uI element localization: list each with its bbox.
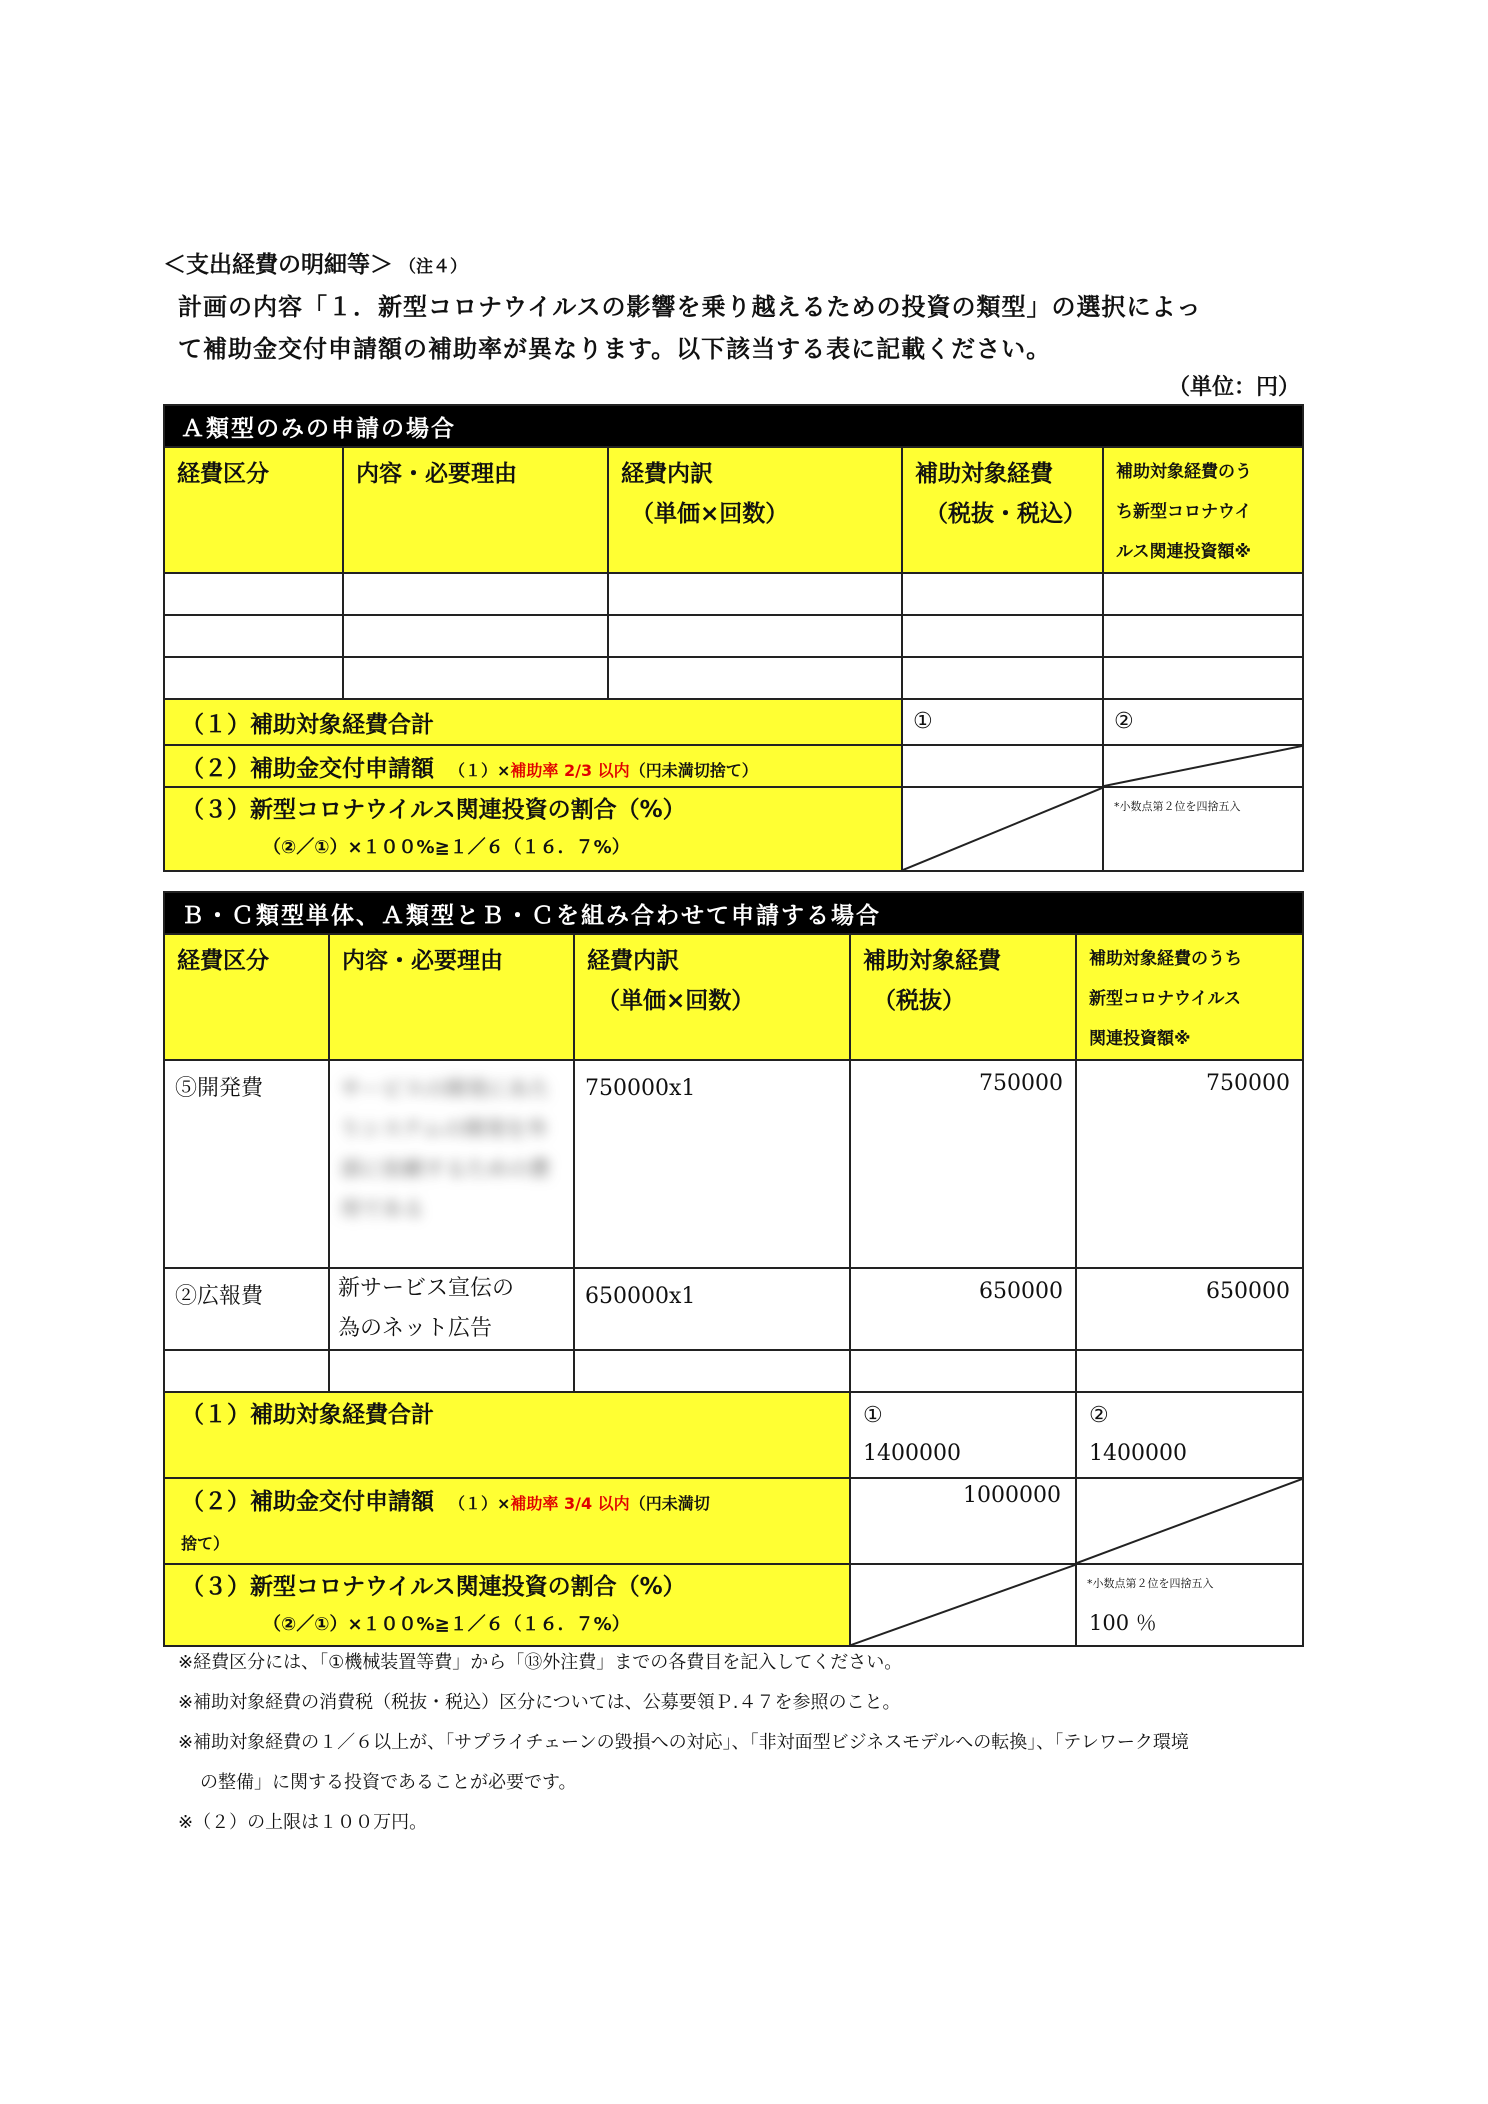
entry-cell[interactable] bbox=[164, 573, 343, 615]
sum-grant-title: （２）補助金交付申請額 bbox=[181, 1489, 434, 1515]
entry-cell[interactable] bbox=[608, 573, 902, 615]
entry-cell[interactable] bbox=[1103, 573, 1303, 615]
rounding-note: *小数点第２位を四捨五入 bbox=[1087, 1577, 1214, 1590]
sum-ratio-formula: （②／①）×１００%≧１／６（１６．７%） bbox=[263, 1614, 630, 1635]
entry-cell[interactable] bbox=[343, 573, 608, 615]
entry-cell[interactable] bbox=[164, 1350, 329, 1392]
table-b-title: Ｂ・Ｃ類型単体、Ａ類型とＢ・Ｃを組み合わせて申請する場合 bbox=[164, 892, 1303, 934]
header-covid-line3: 関連投資額※ bbox=[1089, 1029, 1191, 1049]
sum-ratio-label bbox=[164, 787, 902, 871]
sum-ratio-title: （３）新型コロナウイルス関連投資の割合（%） bbox=[181, 797, 686, 823]
header-covid bbox=[1076, 934, 1303, 1060]
sum-grant-prefix: （１）× bbox=[457, 1494, 511, 1513]
header-breakdown bbox=[574, 934, 850, 1060]
header-breakdown-line1: 経費内訳 bbox=[587, 948, 679, 974]
unit-label: （単位：円） bbox=[1167, 375, 1300, 400]
intro-text bbox=[178, 286, 1328, 370]
ratio-value: 100 ％ bbox=[1089, 1611, 1157, 1635]
intro-line-2: て補助金交付申請額の補助率が異なります。以下該当する表に記載ください。 bbox=[178, 335, 1052, 363]
table-row bbox=[164, 1060, 1303, 1268]
intro-line-1: 計画の内容「１．新型コロナウイルスの影響を乗り越えるための投資の類型」の選択によっ bbox=[178, 293, 1202, 321]
header-breakdown bbox=[608, 447, 902, 573]
footnote-3-cont: の整備」に関する投資であることが必要です。 bbox=[200, 1772, 577, 1793]
header-covid-line1: 補助対象経費のうち bbox=[1089, 949, 1242, 969]
row-covid[interactable]: 650000 bbox=[1076, 1268, 1303, 1350]
diagonal-line bbox=[851, 1565, 1075, 1645]
section-heading bbox=[163, 246, 467, 279]
header-breakdown-line2: （単価×回数） bbox=[631, 501, 789, 527]
sum-total-2-mark: ② bbox=[1089, 1403, 1109, 1428]
row-reason-redacted[interactable]: サービスの開発にあたりシステムの開発を外部に依頼するための費用である bbox=[329, 1060, 574, 1268]
row-reason-line1: 新サービス宣伝の bbox=[338, 1276, 515, 1301]
sum-ratio-formula: （②／①）×１００%≧１／６（１６．７%） bbox=[263, 837, 630, 858]
sum-ratio-label bbox=[164, 1564, 850, 1646]
diagonal-line bbox=[1104, 746, 1302, 786]
header-eligible bbox=[902, 447, 1103, 573]
header-covid-line2: ち新型コロナウイ bbox=[1116, 502, 1252, 522]
entry-cell[interactable] bbox=[329, 1350, 574, 1392]
table-row bbox=[164, 615, 1303, 657]
diagonal-line bbox=[903, 788, 1102, 870]
sum-grant-blank bbox=[1076, 1478, 1303, 1564]
row-category[interactable]: ⑤開発費 bbox=[164, 1060, 329, 1268]
diagonal-line bbox=[1077, 1479, 1302, 1563]
sum-row-grant bbox=[164, 1478, 1303, 1564]
header-breakdown-line1: 経費内訳 bbox=[621, 461, 713, 487]
footnotes bbox=[178, 1643, 1189, 1843]
sum-ratio-value[interactable] bbox=[1076, 1564, 1303, 1646]
sum-ratio-blank bbox=[850, 1564, 1076, 1646]
header-eligible-line1: 補助対象経費 bbox=[863, 948, 1001, 974]
sum-total-1-value: 1400000 bbox=[863, 1441, 961, 1466]
sum-total-2-value: 1400000 bbox=[1089, 1441, 1187, 1466]
entry-cell[interactable] bbox=[902, 573, 1103, 615]
sum-ratio-title: （３）新型コロナウイルス関連投資の割合（%） bbox=[181, 1574, 686, 1600]
header-reason: 内容・必要理由 bbox=[343, 447, 608, 573]
header-eligible-line2: （税抜） bbox=[873, 988, 965, 1014]
sum-row-ratio bbox=[164, 787, 1303, 871]
entry-cell[interactable] bbox=[164, 657, 343, 699]
table-a-title: Ａ類型のみの申請の場合 bbox=[164, 405, 1303, 447]
sum-grant-suffix-2: 捨て） bbox=[181, 1534, 230, 1553]
header-covid-line1: 補助対象経費のう bbox=[1116, 462, 1252, 482]
row-category[interactable]: ②広報費 bbox=[164, 1268, 329, 1350]
header-covid bbox=[1103, 447, 1303, 573]
header-covid-line2: 新型コロナウイルス bbox=[1089, 989, 1241, 1009]
header-breakdown-line2: （単価×回数） bbox=[597, 988, 755, 1014]
entry-cell[interactable] bbox=[574, 1350, 850, 1392]
sum-grant-amount[interactable] bbox=[902, 745, 1103, 787]
section-title: ＜支出経費の明細等＞ bbox=[163, 252, 393, 278]
sum-grant-rate: 補助率 3/4 以内 bbox=[510, 1494, 630, 1513]
table-b-header-row bbox=[164, 934, 1303, 1060]
sum-grant-suffix: （円未満切捨て） bbox=[629, 760, 758, 780]
footnote-3: ※補助対象経費の１／６以上が、「サプライチェーンの毀損への対応」、「非対面型ビジネスモデルへの転換」、「テレワーク環境 bbox=[178, 1732, 1189, 1753]
sum-total-1[interactable] bbox=[850, 1392, 1076, 1478]
header-eligible-line2: （税抜・税込） bbox=[925, 501, 1086, 527]
entry-cell[interactable] bbox=[1103, 615, 1303, 657]
sum-grant-label bbox=[164, 745, 902, 787]
entry-cell[interactable] bbox=[902, 615, 1103, 657]
sum-total-1[interactable]: ① bbox=[902, 699, 1103, 745]
header-eligible-line1: 補助対象経費 bbox=[915, 461, 1053, 487]
sum-grant-prefix: （１）× bbox=[457, 760, 511, 780]
sum-grant-label bbox=[164, 1478, 850, 1564]
sum-row-total bbox=[164, 1392, 1303, 1478]
row-breakdown[interactable]: 750000x1 bbox=[574, 1060, 850, 1268]
sum-row-total bbox=[164, 699, 1303, 745]
entry-cell[interactable] bbox=[850, 1350, 1076, 1392]
footnote-1: ※経費区分には、「①機械装置等費」から「⑬外注費」までの各費目を記入してください。 bbox=[178, 1652, 903, 1673]
row-breakdown[interactable]: 650000x1 bbox=[574, 1268, 850, 1350]
sum-ratio-value[interactable] bbox=[1103, 787, 1303, 871]
entry-cell[interactable] bbox=[343, 657, 608, 699]
sum-grant-blank bbox=[1103, 745, 1303, 787]
entry-cell[interactable] bbox=[164, 615, 343, 657]
table-row bbox=[164, 1268, 1303, 1350]
entry-cell[interactable] bbox=[608, 615, 902, 657]
entry-cell[interactable] bbox=[608, 657, 902, 699]
section-note: （注４） bbox=[399, 257, 467, 277]
sum-grant-suffix: （円未満切 bbox=[629, 1494, 710, 1513]
table-row bbox=[164, 1350, 1303, 1392]
sum-grant-rate: 補助率 2/3 以内 bbox=[510, 760, 630, 780]
entry-cell[interactable] bbox=[1076, 1350, 1303, 1392]
row-reason[interactable] bbox=[329, 1268, 574, 1350]
header-eligible bbox=[850, 934, 1076, 1060]
sum-total-label: （１）補助対象経費合計 bbox=[164, 1392, 850, 1478]
table-row bbox=[164, 657, 1303, 699]
sum-grant-amount[interactable]: 1000000 bbox=[850, 1478, 1076, 1564]
table-type-a bbox=[163, 404, 1304, 872]
row-reason-line2: 為のネット広告 bbox=[338, 1316, 493, 1341]
footnote-4: ※（２）の上限は１００万円。 bbox=[178, 1812, 428, 1833]
table-type-bc bbox=[163, 891, 1304, 1647]
row-eligible[interactable]: 750000 bbox=[850, 1060, 1076, 1268]
entry-cell[interactable] bbox=[902, 657, 1103, 699]
table-a-header-row bbox=[164, 447, 1303, 573]
row-eligible[interactable]: 650000 bbox=[850, 1268, 1076, 1350]
sum-total-2[interactable] bbox=[1076, 1392, 1303, 1478]
entry-cell[interactable] bbox=[1103, 657, 1303, 699]
sum-ratio-blank bbox=[902, 787, 1103, 871]
sum-total-2[interactable]: ② bbox=[1103, 699, 1303, 745]
sum-total-1-mark: ① bbox=[863, 1403, 883, 1428]
table-row bbox=[164, 573, 1303, 615]
header-category: 経費区分 bbox=[164, 934, 329, 1060]
sum-total-label: （１）補助対象経費合計 bbox=[164, 699, 902, 745]
header-category: 経費区分 bbox=[164, 447, 343, 573]
row-covid[interactable]: 750000 bbox=[1076, 1060, 1303, 1268]
header-covid-line3: ルス関連投資額※ bbox=[1116, 542, 1252, 562]
sum-row-ratio bbox=[164, 1564, 1303, 1646]
footnote-2: ※補助対象経費の消費税（税抜・税込）区分については、公募要領Ｐ.４７を参照のこと。 bbox=[178, 1692, 901, 1713]
sum-row-grant bbox=[164, 745, 1303, 787]
header-reason: 内容・必要理由 bbox=[329, 934, 574, 1060]
sum-grant-title: （２）補助金交付申請額 bbox=[181, 755, 434, 782]
entry-cell[interactable] bbox=[343, 615, 608, 657]
rounding-note: *小数点第２位を四捨五入 bbox=[1114, 800, 1241, 813]
